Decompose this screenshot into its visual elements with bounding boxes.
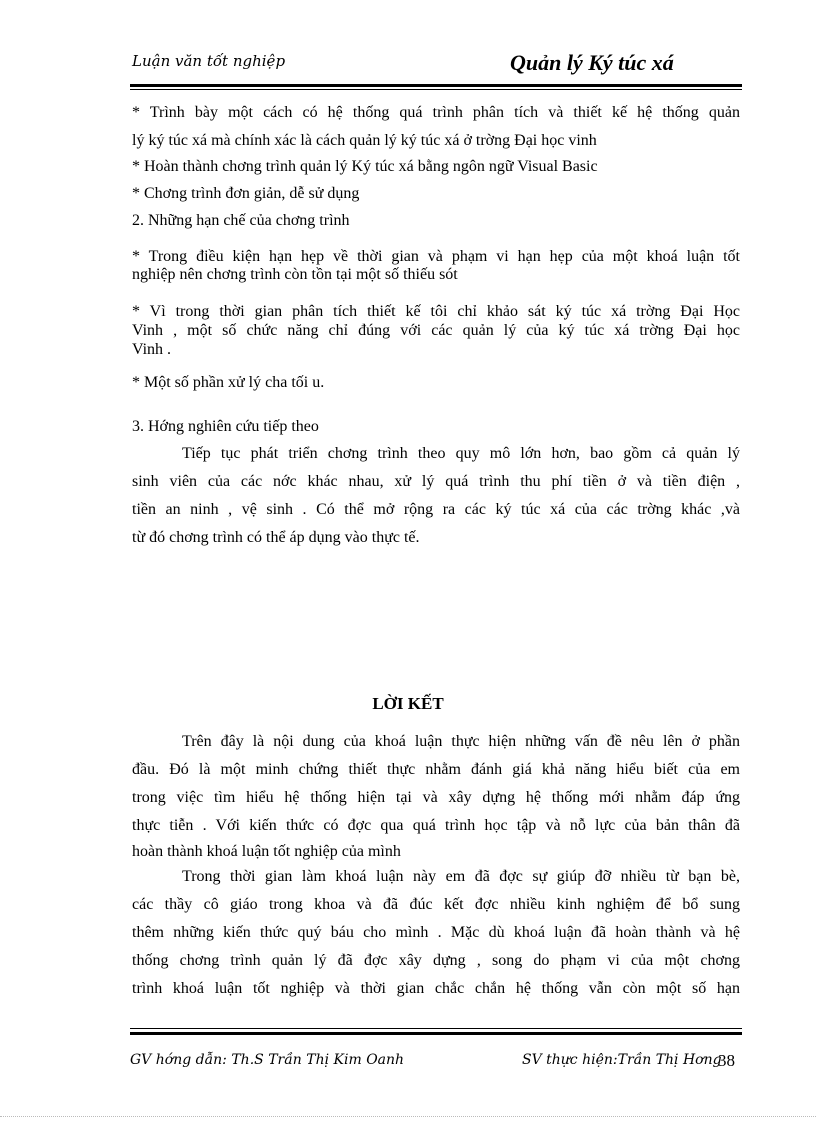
- conclusion-line: thêm những kiến thức quý báu cho mình . Mặc dù khoá luận đã hoàn thành và hệ: [132, 924, 740, 941]
- header-rule-thick: [130, 84, 742, 87]
- conclusion-line: trong việc tìm hiểu hệ thống hiện tại và xây dựng hệ thống mới nhằm đáp ứng: [132, 789, 740, 806]
- conclusion-line: trình khoá luận tốt nghiệp và thời gian chắc chắn hệ thống vẫn còn một số hạn: [132, 980, 740, 997]
- body-line: Vinh .: [132, 341, 172, 358]
- conclusion-title: LỜI KẾT: [372, 694, 444, 713]
- body-line: Tiếp tục phát triển chơng trình theo quy mô lớn hơn, bao gồm cả quản lý: [182, 445, 740, 462]
- conclusion-line: thực tiễn . Với kiến thức có đợc qua quá trình học tập và nỗ lực của bản thân đã: [132, 817, 740, 834]
- footer-rule-thick: [130, 1032, 742, 1035]
- header-rule-thin: [130, 89, 742, 90]
- body-line: * Hoàn thành chơng trình quản lý Ký túc xá bằng ngôn ngữ Visual Basic: [132, 158, 598, 175]
- body-line: * Trong điều kiện hạn hẹp về thời gian và phạm vi hạn hẹp của một khoá luận tốt: [132, 248, 740, 265]
- body-line: * Vì trong thời gian phân tích thiết kế tôi chỉ khảo sát ký túc xá trờng Đại Học: [132, 303, 740, 320]
- conclusion-line: thống chơng trình quản lý đã đợc xây dựng , song do phạm vi của một chơng: [132, 952, 740, 969]
- conclusion-line: Trên đây là nội dung của khoá luận thực hiện những vấn đề nêu lên ở phần: [182, 733, 740, 750]
- footer-advisor: GV hớng dẫn: Th.S Trần Thị Kim Oanh: [130, 1052, 405, 1068]
- body-line: từ đó chơng trình có thể áp dụng vào thực tế.: [132, 529, 420, 546]
- header-right-title: Quản lý Ký túc xá: [510, 50, 674, 75]
- conclusion-line: đầu. Đó là một minh chứng thiết thực nhằm đánh giá khả năng hiểu biết của em: [132, 761, 740, 778]
- body-line: * Chơng trình đơn giản, dễ sử dụng: [132, 185, 360, 202]
- footer-rule-thin: [130, 1028, 742, 1029]
- header-left-title: Luận văn tốt nghiệp: [132, 52, 286, 70]
- conclusion-line: các thầy cô giáo trong khoa và đã đúc kết đợc nhiều kinh nghiệm để bổ sung: [132, 896, 740, 913]
- body-line: nghiệp nên chơng trình còn tồn tại một số thiếu sót: [132, 266, 458, 283]
- conclusion-line: hoàn thành khoá luận tốt nghiệp của mình: [132, 843, 401, 860]
- body-line: 2. Những hạn chế của chơng trình: [132, 212, 350, 229]
- footer-student: SV thực hiện:Trần Thị Hơng: [522, 1052, 722, 1068]
- body-line: 3. Hớng nghiên cứu tiếp theo: [132, 418, 319, 435]
- body-line: * Trình bày một cách có hệ thống quá trình phân tích và thiết kế hệ thống quản: [132, 104, 740, 121]
- page-edge-divider: [0, 1116, 816, 1117]
- body-line: lý ký túc xá mà chính xác là cách quản lý ký túc xá ở trờng Đại học vinh: [132, 132, 597, 149]
- page-number: 38: [718, 1051, 735, 1070]
- body-line: tiền an ninh , vệ sinh . Có thể mở rộng ra các ký túc xá của các trờng khác ,và: [132, 501, 740, 518]
- body-line: * Một số phần xử lý cha tối u.: [132, 374, 325, 391]
- conclusion-line: Trong thời gian làm khoá luận này em đã đợc sự giúp đỡ nhiều từ bạn bè,: [182, 868, 740, 885]
- body-line: Vinh , một số chức năng chỉ đúng với các quản lý của ký túc xá trờng Đại học: [132, 322, 740, 339]
- body-line: sinh viên của các nớc khác nhau, xử lý quá trình thu phí tiền ở và tiền điện ,: [132, 473, 740, 490]
